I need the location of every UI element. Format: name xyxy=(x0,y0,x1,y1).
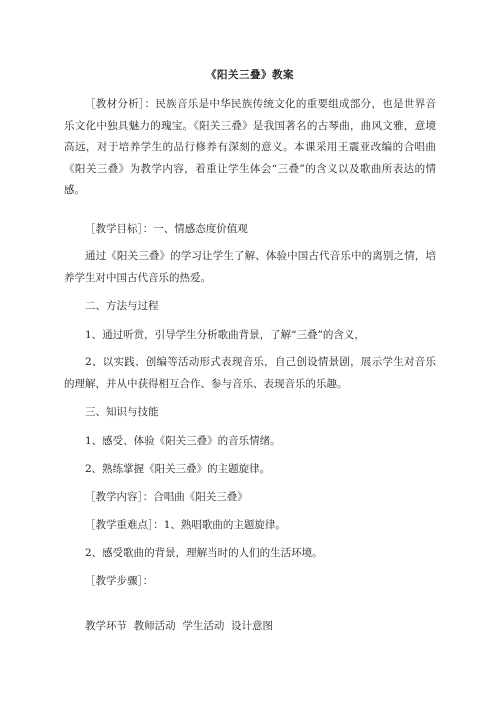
key-points-2: 2、感受歌曲的背景，理解当时的人们的生活环境。 xyxy=(85,547,323,559)
section-three-heading: 三、知识与技能 xyxy=(85,406,159,418)
goal-paragraph: 通过《阳关三叠》的学习让学生了解、体验中国古代音乐中的离别之情，培养学生对中国古代音乐的热爱。 xyxy=(64,250,436,284)
document-title: 《阳关三叠》教案 xyxy=(206,69,294,81)
key-points: ［教学重难点］：1、熟唱歌曲的主题旋律。 xyxy=(85,519,286,531)
method-item-2: 2、以实践、创编等活动形式表现音乐，自己创设情景剧，展示学生对音乐的理解，并从中获得相互合作、参与音乐、表现音乐的乐趣。 xyxy=(64,356,436,390)
teaching-steps: ［教学步骤］： xyxy=(85,575,154,587)
goal-heading: ［教学目标］：一、情感态度价值观 xyxy=(85,223,248,235)
method-item-1: 1、通过听赏，引导学生分析歌曲背景，了解“三叠”的含义， xyxy=(85,329,365,341)
analysis-paragraph: ［教材分析］：民族音乐是中华民族传统文化的重要组成部分，也是世界音乐文化中独具魅力的瑰宝。《阳关三叠》是我国著名的古琴曲，曲风文雅，意境高远，对于培养学生的品行修养有深刻的意义。本课采用王震亚改编的合唱曲《阳关三叠》为教学内容，着重让学生体会“三叠”的含义以及歌曲所表达的情感。 xyxy=(64,98,436,197)
skill-item-1: 1、感受、体验《阳关三叠》的音乐情绪。 xyxy=(85,435,281,447)
section-two-heading: 二、方法与过程 xyxy=(85,300,159,312)
skill-item-2: 2、熟练掌握《阳关三叠》的主题旋律。 xyxy=(85,463,271,475)
table-header: 教学环节 教师活动 学生活动 设计意图 xyxy=(85,620,274,632)
teaching-content: ［教学内容］：合唱曲《阳关三叠》 xyxy=(85,491,248,503)
